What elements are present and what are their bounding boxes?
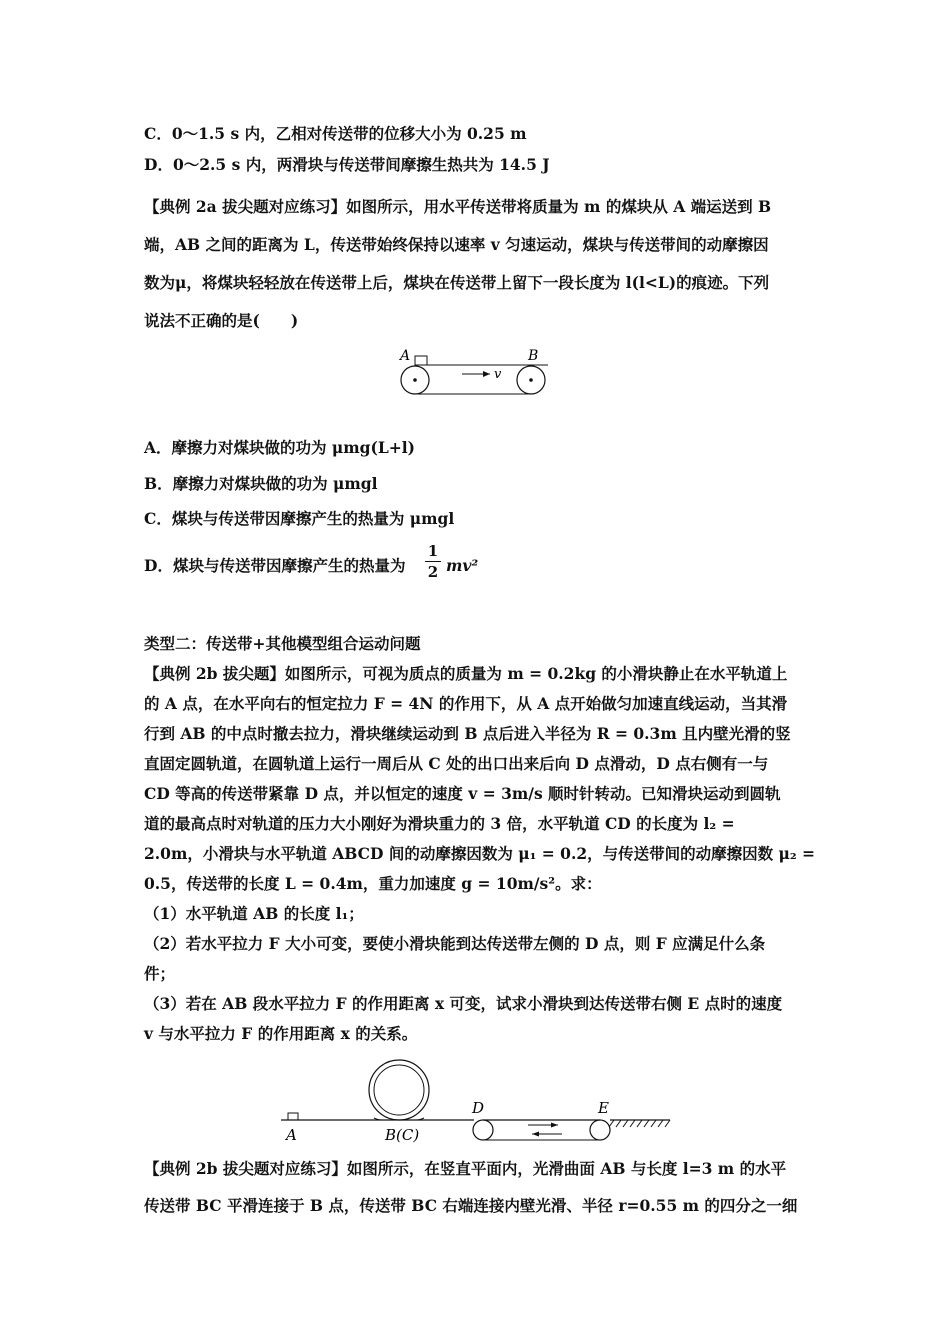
coal-block bbox=[415, 356, 427, 365]
problem-2b-line-4: 直固定圆轨道，在圆轨道上运行一周后从 C 处的出口出来后向 D 点滑动，D 点右侧有一与 bbox=[144, 754, 769, 773]
option-a: A．摩擦力对煤块做的功为 μmg(L+l) bbox=[144, 438, 415, 457]
problem-2b-line-3: 行到 AB 的中点时撤去拉力，滑块继续运动到 B 点后进入半径为 R = 0.3m 且内壁光滑的竖 bbox=[144, 724, 791, 743]
problem-2a-line-4: 说法不正确的是( ) bbox=[144, 311, 299, 330]
option-d-text: D．煤块与传送带因摩擦产生的热量为 bbox=[144, 556, 406, 575]
track-loop-conveyor-figure bbox=[278, 1058, 678, 1148]
loop-outer bbox=[369, 1060, 429, 1120]
problem-2a-line-3: 数为μ，将煤块轻轻放在传送带上后，煤块在传送带上留下一段长度为 l(l<L)的痕迹。下列 bbox=[144, 273, 770, 292]
section-heading: 类型二：传送带+其他模型组合运动问题 bbox=[144, 634, 421, 653]
option-d-tail: mv² bbox=[446, 556, 479, 575]
problem-2b-line-7: 2.0m，小滑块与水平轨道 ABCD 间的动摩擦因数为 μ₁ = 0.2，与传送带间的动摩擦因数 μ₂ = bbox=[144, 844, 816, 863]
problem-2b-practice-line-2: 传送带 BC 平滑连接于 B 点，传送带 BC 右端连接内壁光滑、半径 r=0.55 m 的四分之一细 bbox=[144, 1196, 798, 1215]
problem-2a-line-2: 端，AB 之间的距离为 L，传送带始终保持以速率 v 匀速运动，煤块与传送带间的动摩擦因 bbox=[144, 235, 769, 254]
fraction-numerator: 1 bbox=[427, 542, 439, 560]
problem-2b-line-8: 0.5，传送带的长度 L = 0.4m，重力加速度 g = 10m/s²。求： bbox=[144, 874, 602, 893]
problem-2b-line-1: 【典例 2b 拔尖题】如图所示，可视为质点的质量为 m = 0.2kg 的小滑块静止在水平轨道上 bbox=[144, 664, 788, 683]
question-2-line-2: 件； bbox=[144, 964, 176, 983]
option-d-prev: D．0～2.5 s 内，两滑块与传送带间摩擦生热共为 14.5 J bbox=[144, 155, 550, 174]
fig2-label-d: D bbox=[472, 1099, 485, 1117]
fig1-label-v: v bbox=[494, 367, 502, 382]
slider-block bbox=[288, 1113, 298, 1120]
loop-inner bbox=[374, 1065, 424, 1115]
fraction-half bbox=[425, 542, 441, 581]
fig1-label-b: B bbox=[528, 348, 539, 364]
conveyor-right-pulley bbox=[590, 1120, 610, 1140]
option-c-prev: C．0～1.5 s 内，乙相对传送带的位移大小为 0.25 m bbox=[144, 124, 527, 143]
option-d bbox=[144, 555, 405, 577]
fig2-label-e: E bbox=[598, 1099, 609, 1117]
problem-2b-line-6: 道的最高点时对轨道的压力大小刚好为滑块重力的 3 倍，水平轨道 CD 的长度为 l₂ = bbox=[144, 814, 735, 833]
conveyor-left-pulley bbox=[473, 1120, 493, 1140]
problem-2b-line-5: CD 等高的传送带紧靠 D 点，并以恒定的速度 v = 3m/s 顺时针转动。已知滑块运动到圆轨 bbox=[144, 784, 781, 803]
fig2-label-bc: B(C) bbox=[385, 1126, 420, 1144]
fig2-label-a: A bbox=[286, 1126, 297, 1144]
option-c: C．煤块与传送带因摩擦产生的热量为 μmgl bbox=[144, 509, 455, 528]
fraction-denominator: 2 bbox=[427, 563, 439, 581]
option-b: B．摩擦力对煤块做的功为 μmgl bbox=[144, 474, 378, 493]
problem-2b-line-2: 的 A 点，在水平向右的恒定拉力 F = 4N 的作用下，从 A 点开始做匀加速直线运动，当其滑 bbox=[144, 694, 788, 713]
problem-2b-practice-line-1: 【典例 2b 拔尖题对应练习】如图所示，在竖直平面内，光滑曲面 AB 与长度 l=3 m 的水平 bbox=[144, 1159, 787, 1178]
fig1-label-a: A bbox=[400, 348, 411, 364]
problem-2a-line-1: 【典例 2a 拔尖题对应练习】如图所示，用水平传送带将质量为 m 的煤块从 A 端运送到 B bbox=[144, 197, 772, 216]
question-2-line-1: （2）若水平拉力 F 大小可变，要使小滑块能到达传送带左侧的 D 点，则 F 应满足什么条 bbox=[144, 934, 766, 953]
question-3-line-1: （3）若在 AB 段水平拉力 F 的作用距离 x 可变，试求小滑块到达传送带右侧 E 点时的速度 bbox=[144, 994, 783, 1013]
conveyor-figure-1 bbox=[390, 344, 560, 400]
question-3-line-2: v 与水平拉力 F 的作用距离 x 的关系。 bbox=[144, 1024, 418, 1043]
ground-hatch bbox=[609, 1120, 670, 1127]
question-1: （1）水平轨道 AB 的长度 l₁； bbox=[144, 904, 364, 923]
